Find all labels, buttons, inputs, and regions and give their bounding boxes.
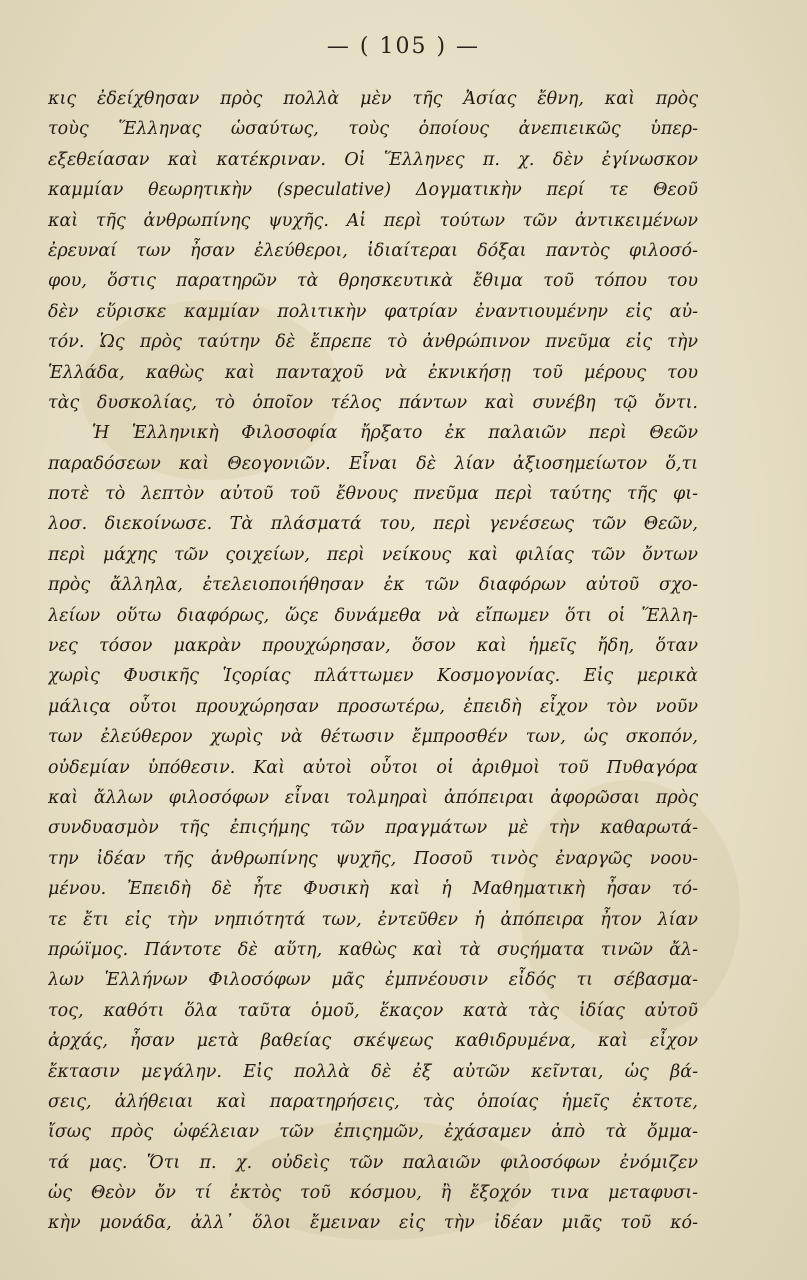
text-line: ὡς Θεὸν ὄν τί ἐκτὸς τοῦ κόσμου, ἢ ἔξοχόν τινα μεταφυσι- (48, 1183, 698, 1204)
text-line: μάλιςα οὗτοι προυχώρησαν προσωτέρω, ἐπειδὴ εἶχον τὸν νοῦν (48, 696, 698, 717)
text-line: τοὺς Ἕλληνας ὡσαύτως, τοὺς ὁποίους ἀνεπιεικῶς ὑπερ- (48, 119, 698, 140)
text-line: τὰς δυσκολίας, τὸ ὁποῖον τέλος πάντων καὶ συνέβη τῷ ὄντι. (48, 392, 698, 413)
text-line: εξεθείασαν καὶ κατέκριναν. Οἱ Ἕλληνες π. χ. δὲν ἐγίνωσκον (48, 149, 698, 170)
text-line: λων Ἑλλήνων Φιλοσόφων μᾶς ἐμπνέουσιν εἶδός τι σέβασμα- (48, 970, 698, 991)
text-line: χωρὶς Φυσικῆς Ἱςορίας πλάττωμεν Κοσμογονίας. Εἰς μερικὰ (48, 666, 698, 687)
text-line: καὶ ἄλλων φιλοσόφων εἶναι τολμηραὶ ἀπόπειραι ἀφορῶσαι πρὸς (48, 787, 698, 808)
text-line: συνδυασμὸν τῆς ἐπιςήμης τῶν πραγμάτων μὲ τὴν καθαρωτά- (48, 818, 698, 839)
text-line: μένου. Ἐπειδὴ δὲ ἦτε Φυσικὴ καὶ ἡ Μαθηματικὴ ἦσαν τό- (48, 879, 698, 900)
text-line: ἐρευναί των ἦσαν ἐλεύθεροι, ἰδιαίτεραι δόξαι παντὸς φιλοσό- (48, 240, 698, 261)
text-line: πρὸς ἄλληλα, ἐτελειοποιήθησαν ἐκ τῶν διαφόρων αὐτοῦ σχο- (48, 575, 698, 596)
text-line: σεις, ἀλήθειαι καὶ παρατηρήσεις, τὰς ὁποίας ἡμεῖς ἐκτοτε, (48, 1091, 698, 1112)
text-line: πρώϊμος. Πάντοτε δὲ αὕτη, καθὼς καὶ τὰ συςήματα τινῶν ἄλ- (48, 939, 698, 960)
text-line: καμμίαν θεωρητικὴν (speculative) Δογματικὴν περί τε Θεοῦ (48, 180, 698, 201)
text-line: τος, καθότι ὅλα ταῦτα ὁμοῦ, ἕκαςον κατὰ τὰς ἰδίας αὐτοῦ (48, 1000, 698, 1021)
text-line: τόν. Ὡς πρὸς ταύτην δὲ ἔπρεπε τὸ ἀνθρώπινον πνεῦμα εἰς τὴν (48, 332, 698, 353)
text-line: των ἐλεύθερον χωρὶς νὰ θέτωσιν ἔμπροσθέν των, ὡς σκοπόν, (48, 727, 698, 748)
text-line: νες τόσον μακρὰν προυχώρησαν, ὅσον καὶ ἡμεῖς ἤδη, ὅταν (48, 636, 698, 657)
text-line: παραδόσεων καὶ Θεογονιῶν. Εἶναι δὲ λίαν ἀξιοσημείωτον ὅ,τι (48, 453, 698, 474)
text-line: οὐδεμίαν ὑπόθεσιν. Καὶ αὐτοὶ οὗτοι οἱ ἀριθμοὶ τοῦ Πυθαγόρα (48, 757, 698, 778)
text-line: ἴσως πρὸς ὠφέλειαν τῶν ἐπιςημῶν, ἐχάσαμεν ἀπὸ τὰ ὄμμα- (48, 1122, 698, 1143)
text-line: τά μας. Ὅτι π. χ. οὐδεὶς τῶν παλαιῶν φιλοσόφων ἐνόμιζεν (48, 1152, 698, 1173)
text-line: ἔκτασιν μεγάλην. Εἰς πολλὰ δὲ ἐξ αὐτῶν κεῖνται, ὡς βά- (48, 1061, 698, 1082)
text-line: δὲν εὕρισκε καμμίαν πολιτικὴν φατρίαν ἐναντιουμένην εἰς αὐ- (48, 301, 698, 322)
text-line: περὶ μάχης τῶν ςοιχείων, περὶ νείκους καὶ φιλίας τῶν ὄντων (48, 544, 698, 565)
page-number: — ( 105 ) — (326, 34, 481, 59)
text-line: λοσ. διεκοίνωσε. Τὰ πλάσματά του, περὶ γενέσεως τῶν Θεῶν, (48, 514, 698, 535)
text-line: τε ἔτι εἰς τὴν νηπιότητά των, ἐντεῦθεν ἡ ἀπόπειρα ἦτον λίαν (48, 909, 698, 930)
text-line: ἀρχάς, ἦσαν μετὰ βαθείας σκέψεως καθιδρυμένα, καὶ εἶχον (48, 1031, 698, 1052)
text-line: καὶ τῆς ἀνθρωπίνης ψυχῆς. Αἱ περὶ τούτων τῶν ἀντικειμένων (48, 210, 698, 231)
text-line: την ἰδέαν τῆς ἀνθρωπίνης ψυχῆς, Ποσοῦ τινὸς ἐναργῶς νοου- (48, 848, 698, 869)
text-line: Ἑλλάδα, καθὼς καὶ πανταχοῦ νὰ ἐκνικήσῃ τοῦ μέρους του (48, 362, 698, 383)
body-text (48, 84, 698, 1239)
text-line: κὴν μονάδα, ἀλλ᾽ ὅλοι ἔμειναν εἰς τὴν ἰδέαν μιᾶς τοῦ κό- (48, 1213, 698, 1234)
text-line: κις ἐδείχθησαν πρὸς πολλὰ μὲν τῆς Ἀσίας ἔθνη, καὶ πρὸς (48, 89, 698, 109)
text-line: λείων οὕτω διαφόρως, ὥςε δυνάμεθα νὰ εἴπωμεν ὅτι οἱ Ἕλλη- (48, 605, 698, 626)
text-line: φου, ὅστις παρατηρῶν τὰ θρησκευτικὰ ἔθιμα τοῦ τόπου του (48, 271, 698, 292)
text-line: ποτὲ τὸ λεπτὸν αὐτοῦ τοῦ ἔθνους πνεῦμα περὶ ταύτης τῆς φι- (48, 484, 698, 505)
paragraph-start-line: Ἡ Ἑλληνικὴ Φιλοσοφία ἤρξατο ἐκ παλαιῶν περὶ Θεῶν (92, 423, 698, 444)
